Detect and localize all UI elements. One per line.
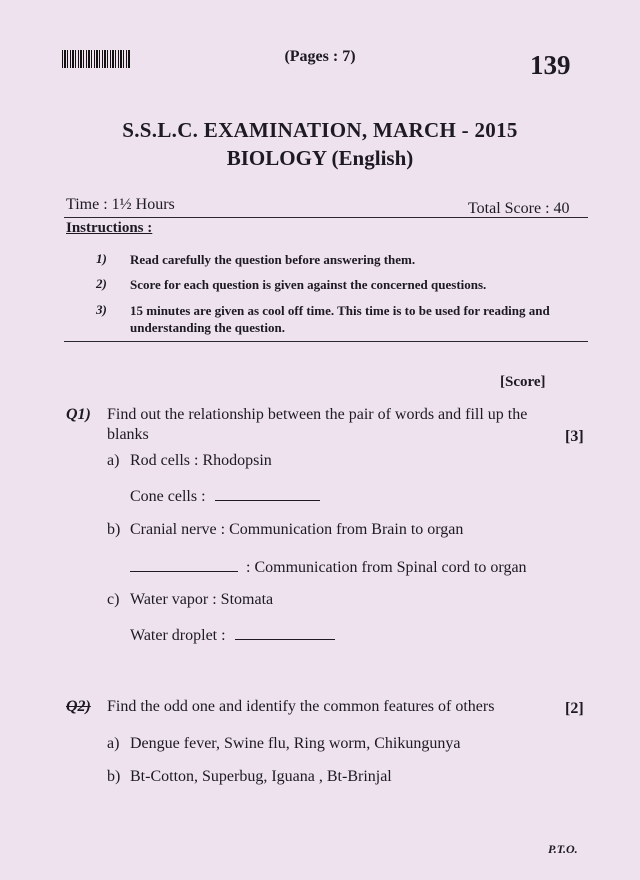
q1-a-label: a) [107,452,120,469]
q1-a-line1: Rod cells : Rhodopsin [130,452,272,469]
question-text: Find the odd one and identify the common features of others [107,698,495,715]
instruction-text: Read carefully the question before answering them. [130,252,416,267]
instruction-number: 3) [96,302,107,317]
question-marks: [3] [565,428,584,445]
question-number: Q1) [66,406,91,423]
q1-a-prompt: Cone cells : [130,488,206,505]
time-allowed: Time : 1½ Hours [66,196,175,213]
please-turn-over: P.T.O. [548,842,578,856]
answer-blank[interactable] [215,486,320,501]
instruction-text: 15 minutes are given as cool off time. This time is to be used for reading and understanding the question. [130,303,550,335]
instruction-text: Score for each question is given against the concerned questions. [130,277,487,292]
instruction-number: 1) [96,251,107,266]
paper-code: 139 [530,50,571,80]
divider-bottom [64,341,588,342]
q1-b-line2 [130,557,527,577]
divider-top [64,217,588,218]
q1-b-label: b) [107,521,121,538]
q1-b-line1: Cranial nerve : Communication from Brain to organ [130,521,464,538]
question-marks: [2] [565,700,584,717]
answer-blank[interactable] [130,557,238,572]
question-text: Find out the relationship between the pair of words and fill up the blanks [107,406,528,443]
q2-b-label: b) [107,768,121,785]
q1-b-prompt: : Communication from Spinal cord to organ [246,559,527,576]
question-2 [66,697,626,719]
q2-b-text: Bt-Cotton, Superbug, Iguana , Bt-Brinjal [130,768,392,785]
q1-c-line1: Water vapor : Stomata [130,591,274,608]
q1-a-line2 [130,486,320,506]
total-score: Total Score : 40 [468,200,570,217]
question-1 [66,405,626,449]
q1-c-label: c) [107,591,120,608]
q2-a-text: Dengue fever, Swine flu, Ring worm, Chikungunya [130,735,461,752]
q2-a-label: a) [107,735,120,752]
answer-blank[interactable] [235,625,335,640]
subject-title: BIOLOGY (English) [226,146,414,170]
score-heading: [Score] [500,374,546,390]
question-number: Q2) [66,698,91,715]
instructions-heading: Instructions : [66,220,153,236]
page-count: (Pages : 7) [284,48,356,65]
exam-title: S.S.L.C. EXAMINATION, MARCH - 2015 [122,118,518,142]
q1-c-prompt: Water droplet : [130,627,226,644]
instruction-number: 2) [96,276,107,291]
q1-c-line2 [130,625,335,645]
